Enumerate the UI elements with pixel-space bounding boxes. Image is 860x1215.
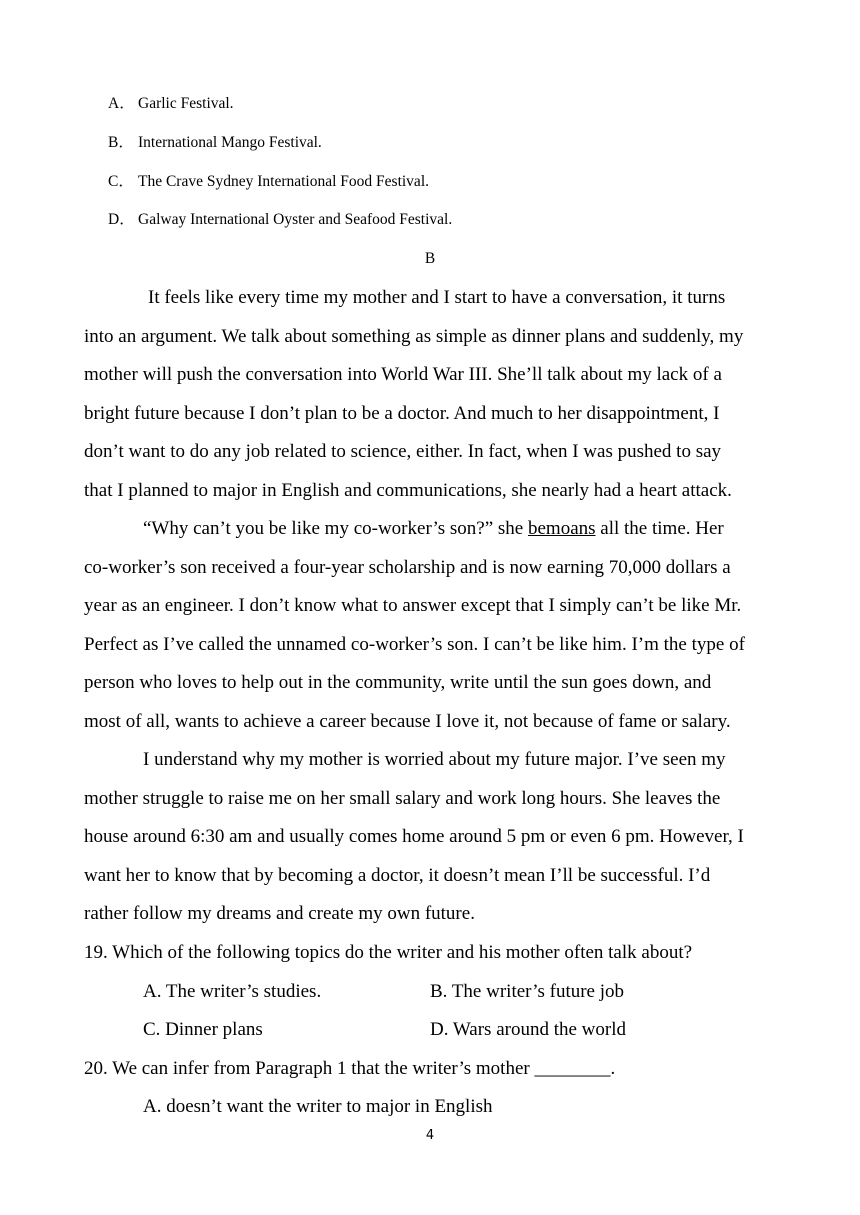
passage-line: don’t want to do any job related to science, either. In fact, when I was pushed to say xyxy=(84,441,722,462)
passage-line: It feels like every time my mother and I start to have a conversation, it turns xyxy=(148,287,726,308)
passage-text: “Why can’t you be like my co-worker’s son?” she xyxy=(143,518,528,539)
passage-line: most of all, wants to achieve a career because I love it, not because of fame or salary. xyxy=(84,711,731,732)
passage-line: rather follow my dreams and create my own future. xyxy=(84,903,475,924)
section-heading: B xyxy=(424,250,436,267)
q19-option-d: D. Wars around the world xyxy=(430,1019,626,1040)
option-text: Garlic Festival. xyxy=(138,95,234,112)
option-letter: C． xyxy=(108,173,134,190)
passage-line: mother will push the conversation into World War III. She’ll talk about my lack of a xyxy=(84,364,722,385)
option-a-prev xyxy=(108,94,234,114)
q19-option-a: A. The writer’s studies. xyxy=(143,981,322,1002)
passage-line: mother struggle to raise me on her small salary and work long hours. She leaves the xyxy=(84,788,721,809)
option-letter: A． xyxy=(108,95,135,112)
option-c-prev xyxy=(108,172,429,192)
option-text: The Crave Sydney International Food Festival. xyxy=(138,173,429,190)
passage-line: co-worker’s son received a four-year scholarship and is now earning 70,000 dollars a xyxy=(84,557,731,578)
q19-option-b: B. The writer’s future job xyxy=(430,981,625,1002)
option-d-prev xyxy=(108,210,452,230)
passage-line: Perfect as I’ve called the unnamed co-worker’s son. I can’t be like him. I’m the type of xyxy=(84,634,745,655)
passage-line xyxy=(143,517,724,541)
page-number: 4 xyxy=(425,1128,435,1143)
passage-line: person who loves to help out in the community, write until the sun goes down, and xyxy=(84,672,712,693)
passage-line: into an argument. We talk about something as simple as dinner plans and suddenly, my xyxy=(84,326,744,347)
option-letter: B． xyxy=(108,134,134,151)
question-20-stem: 20. We can infer from Paragraph 1 that the writer’s mother ________. xyxy=(84,1058,616,1079)
passage-line: want her to know that by becoming a doctor, it doesn’t mean I’ll be successful. I’d xyxy=(84,865,711,886)
underlined-word: bemoans xyxy=(527,518,596,539)
q19-option-c: C. Dinner plans xyxy=(143,1019,263,1040)
passage-line: I understand why my mother is worried about my future major. I’ve seen my xyxy=(143,749,726,770)
passage-line: that I planned to major in English and communications, she nearly had a heart attack. xyxy=(84,480,732,501)
passage-line: house around 6:30 am and usually comes home around 5 pm or even 6 pm. However, I xyxy=(84,826,744,847)
passage-text: all the time. Her xyxy=(595,518,724,539)
passage-line: year as an engineer. I don’t know what to answer except that I simply can’t be like Mr. xyxy=(84,595,742,616)
q20-option-a: A. doesn’t want the writer to major in English xyxy=(143,1096,493,1117)
passage-line: bright future because I don’t plan to be a doctor. And much to her disappointment, I xyxy=(84,403,720,424)
option-text: Galway International Oyster and Seafood Festival. xyxy=(138,211,453,228)
option-text: International Mango Festival. xyxy=(138,134,322,151)
question-19-stem: 19. Which of the following topics do the writer and his mother often talk about? xyxy=(84,942,693,963)
option-letter: D． xyxy=(108,211,135,228)
option-b-prev xyxy=(108,133,322,153)
